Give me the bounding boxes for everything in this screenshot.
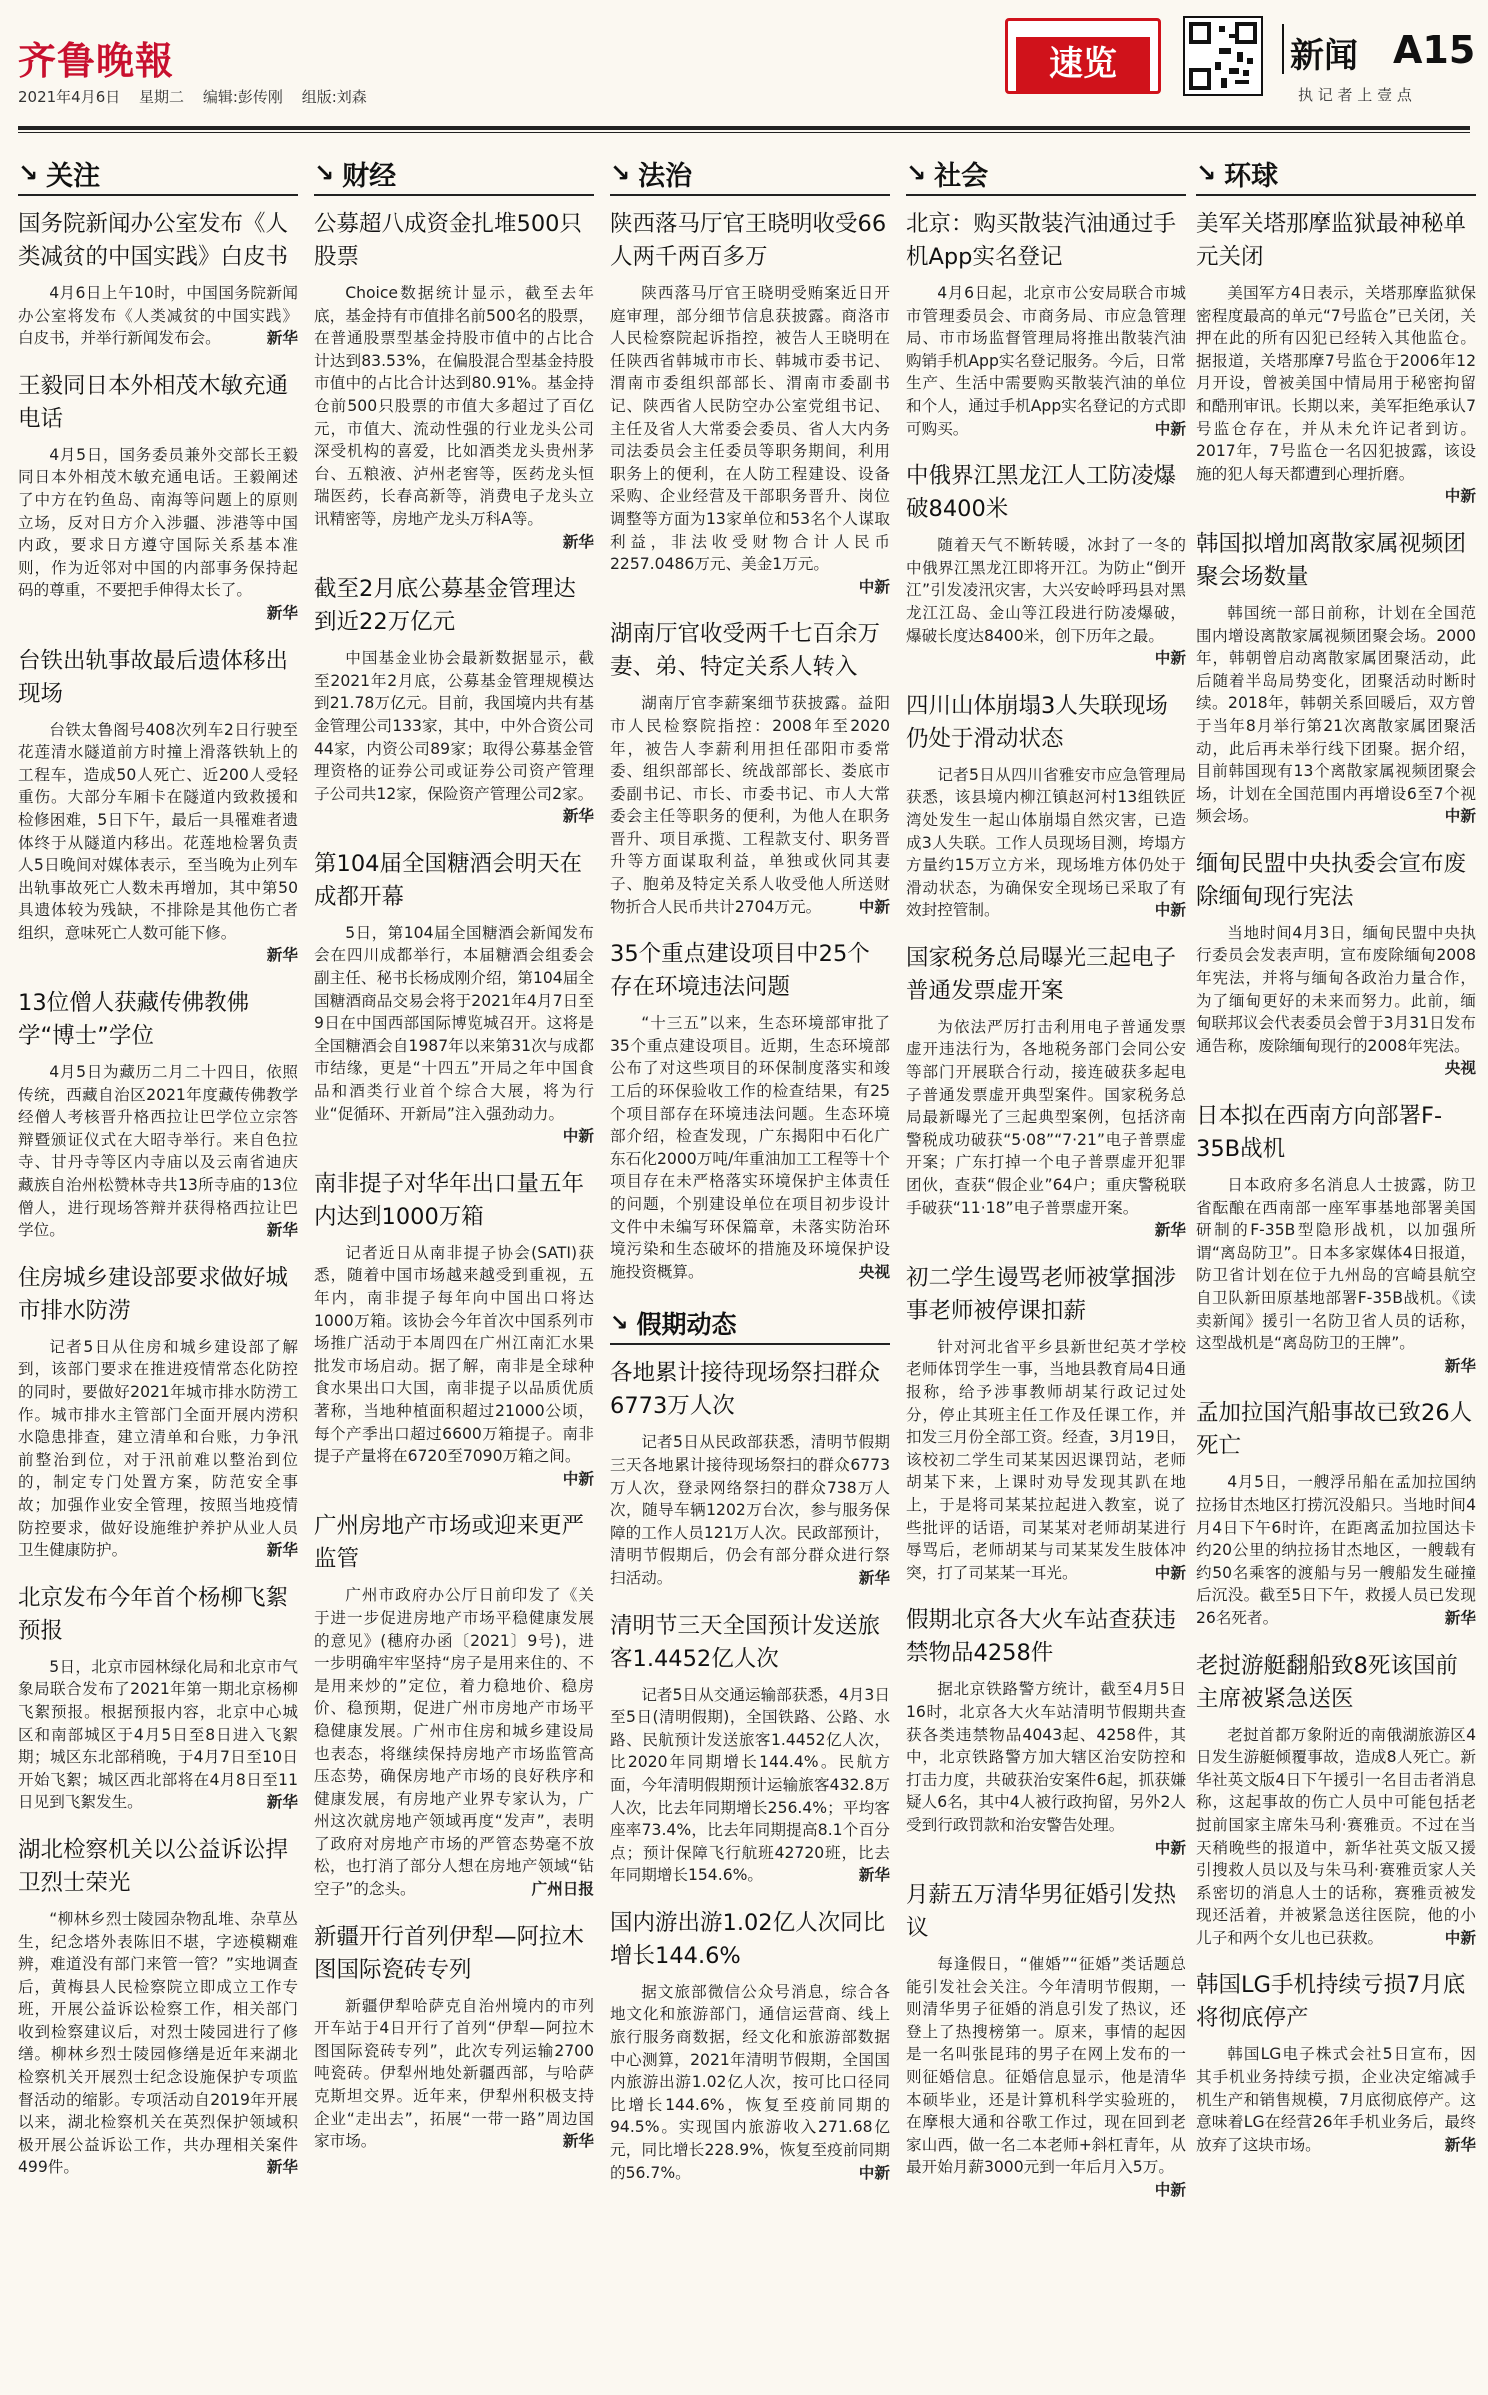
news-article — [1196, 528, 1476, 828]
section-mark-icon: ↘ — [610, 1310, 629, 1336]
header-rule — [18, 126, 1470, 130]
article-headline[interactable]: 国务院新闻办公室发布《人类减贫的中国实践》白皮书 — [18, 211, 289, 270]
news-column — [610, 152, 890, 2204]
article-source: 中新 — [1154, 2181, 1186, 2200]
article-headline[interactable]: 美军关塔那摩监狱最神秘单元关闭 — [1196, 211, 1467, 270]
express-label: 速览 — [1016, 37, 1150, 91]
news-article — [314, 848, 594, 1148]
article-body: 广州市政府办公厅日前印发了《关于进一步促进房地产市场平稳健康发展的意见》(穗府办函〔2021〕9号)，进一步明确牢牢坚持“房子是用来住的、不是用来炒的”定位，着力稳地价、稳房价、稳预期，促进广州市房地产市场平稳健康发展。广州市住房和城乡建设局也表态，将继续保持房地产市场监管高压态势，确保房地产市场的良好秩序和健康发展，有房地产业界专家认为，广州这次就房地产领域再度“发声”，表明了政府对房地产市场的严管态势毫不放松，也打消了部分人想在房地产领域“钻空子”的念头。 广州日报 — [314, 1584, 594, 1900]
article-source: 新华 — [1444, 1608, 1476, 1627]
article-headline[interactable]: 北京：购买散装汽油通过手机App实名登记 — [906, 211, 1177, 270]
article-headline[interactable]: 13位僧人获藏传佛教佛学“博士”学位 — [18, 990, 250, 1050]
article-source: 中新 — [858, 2163, 890, 2182]
article-headline[interactable]: 假期北京各大火车站查获违禁物品4258件 — [906, 1607, 1177, 1667]
news-article — [314, 1168, 594, 1491]
news-article — [610, 208, 890, 598]
article-source: 新华 — [562, 532, 594, 551]
news-article — [1196, 848, 1476, 1080]
news-article — [610, 1357, 890, 1589]
article-source: 中新 — [562, 1127, 594, 1146]
article-body: 台铁太鲁阁号408次列车2日行驶至花莲清水隧道前方时撞上滑落铁轨上的工程车，造成50人死亡、近200人受轻重伤。大部分车厢卡在隧道内致救援和检修困难，5日下午，最后一具罹难者遗体终于从隧道内移出。花莲地检署负责人5日晚间对媒体表示，至当晚为止列车出轨事故死亡人数未再增加，其中第50具遗体较为残缺，不排除是其他伤亡者组织，意味死亡人数可能下修。 新华 — [18, 719, 298, 945]
news-article — [906, 690, 1186, 922]
article-source: 新华 — [1444, 1356, 1476, 1375]
column-header — [610, 152, 890, 196]
article-body: 日本政府多名消息人士披露，防卫省酝酿在西南部一座军事基地部署美国研制的F-35B型隐形战机，以加强所谓“离岛防卫”。日本多家媒体4日报道，防卫省计划在位于九州岛的宫崎县航空自卫队新田原基地部署F-35B战机。《读卖新闻》援引一名防卫省人员的话称，这型战机是“离岛防卫的王牌”。 新华 — [1196, 1174, 1476, 1355]
article-body: 4月5日为藏历二月二十四日，依照传统，西藏自治区2021年度藏传佛教学经僧人考核晋升格西拉让巴学位立宗答辩暨颁证仪式在大昭寺举行。来自色拉寺、甘丹寺等区内寺庙以及云南省迪庆藏族自治州松赞林寺共13所寺庙的13位僧人，进行现场答辩并获得格西拉让巴学位。 新华 — [18, 1061, 298, 1242]
article-headline[interactable]: 韩国LG手机持续亏损7月底将彻底停产 — [1196, 1972, 1466, 2032]
column-header — [1196, 152, 1476, 196]
dateline — [18, 86, 381, 107]
article-headline[interactable]: 公募超八成资金扎堆500只股票 — [314, 211, 582, 270]
article-source: 新华 — [858, 1568, 890, 1587]
news-article — [906, 208, 1186, 440]
article-headline[interactable]: 第104届全国糖酒会明天在成都开幕 — [314, 850, 582, 910]
issue-weekday: 星期二 — [139, 88, 185, 106]
article-source: 新华 — [562, 807, 594, 826]
article-body: 4月6日起，北京市公安局联合市城市管理委员会、市商务局、市应急管理局、市市场监督管理局将推出散装汽油购销手机App实名登记服务。今后，日常生产、生活中需要购买散装汽油的单位和个人，通过手机App实名登记的方式即可购买。 中新 — [906, 282, 1186, 440]
article-body: 为依法严厉打击利用电子普通发票虚开违法行为，各地税务部门会同公安等部门开展联合行动，接连破获多起电子普通发票虚开典型案件。国家税务总局最新曝光了三起典型案例，包括济南警税成功破获“5·08”“7·21”电子普票虚开案；广东打掉一个电子普票虚开犯罪团伙，查获“假企业”64户；重庆警税联手破获“11·18”电子普票虚开案。 新华 — [906, 1016, 1186, 1219]
article-body: 当地时间4月3日，缅甸民盟中央执行委员会发表声明，宣布废除缅甸2008年宪法，并将与缅甸各政治力量合作，为了缅甸更好的未来而努力。此前，缅甸联邦议会代表委员会曾于3月31日发布通告称，废除缅甸现行的2008年宪法。 央视 — [1196, 922, 1476, 1058]
article-headline[interactable]: 各地累计接待现场祭扫群众6773万人次 — [610, 1360, 881, 1420]
article-body: “十三五”以来，生态环境部审批了35个重点建设项目。近期，生态环境部公布了对这些项目的环保制度落实和竣工后的环保验收工作的检查结果，有25个项目部存在环境违法问题。生态环境部介绍，检查发现，广东揭阳中石化广东石化2000万吨/年重油加工工程等十个项目存在未严格落实环境保护主体责任的问题，个别建设单位在项目初步设计文件中未编写环保篇章，未落实防治环境污染和生态破坏的措施及环境保护设施投资概算。 央视 — [610, 1012, 890, 1283]
news-article — [610, 938, 890, 1283]
article-source: 新华 — [266, 946, 298, 965]
article-source: 新华 — [858, 1866, 890, 1885]
article-headline[interactable]: 中俄界江黑龙江人工防凌爆破8400米 — [906, 463, 1177, 523]
article-headline[interactable]: 韩国拟增加离散家属视频团聚会场数量 — [1196, 530, 1467, 590]
article-body: 记者近日从南非提子协会(SATI)获悉，随着中国市场越来越受到重视，五年内，南非提子每年向中国出口将达1000万箱。该协会今年首次中国系列市场推广活动于本周四在广州江南汇水果批发市场启动。据了解，南非是全球种食水果出口大国，南非提子以品质优质著称，当地种植面积超过21000公顷，每个产季出口超过6600万箱提子。南非提子产量将在6720至7090万箱之间。 中新 — [314, 1242, 594, 1468]
article-body: “柳林乡烈士陵园杂物乱堆、杂草丛生，纪念塔外表陈旧不堪，字迹模糊难辨，难道没有部门来管一管？”实地调查后，黄梅县人民检察院立即成立工作专班，开展公益诉讼检察工作，相关部门收到检察建议后，对烈士陵园进行了修缮。柳林乡烈士陵园修缮是近年来湖北检察机关开展烈士纪念设施保护专项监督活动的缩影。专项活动自2019年开展以来，湖北检察机关在英烈保护领域积极开展公益诉讼工作，共办理相关案件499件。 新华 — [18, 1908, 298, 2179]
section-mark-icon: ↘ — [610, 159, 631, 187]
news-article — [906, 460, 1186, 670]
subsection-header — [610, 1303, 890, 1345]
article-headline[interactable]: 北京发布今年首个杨柳飞絮预报 — [18, 1584, 289, 1644]
reporter-credit: 执 记 者 上 壹 点 — [1298, 86, 1412, 104]
article-body: 4月5日，一艘浮吊船在孟加拉国纳拉扬甘杰地区打捞沉没船只。当地时间4月4日下午6时许，在距离孟加拉国达卡约20公里的纳拉扬甘杰地区，一艘载有约50名乘客的渡船与另一艘船发生碰撞后沉没。截至5日下午，救援人员已发现26名死者。 新华 — [1196, 1471, 1476, 1629]
article-headline[interactable]: 住房城乡建设部要求做好城市排水防涝 — [18, 1264, 289, 1324]
news-article — [1196, 1969, 1476, 2156]
article-headline[interactable]: 缅甸民盟中央执委会宣布废除缅甸现行宪法 — [1196, 850, 1467, 910]
news-article — [906, 1879, 1186, 2202]
article-headline[interactable]: 截至2月底公募基金管理达到近22万亿元 — [314, 576, 576, 636]
article-headline[interactable]: 孟加拉国汽船事故已致26人死亡 — [1196, 1400, 1473, 1460]
article-body: 4月6日上午10时，中国国务院新闻办公室将发布《人类减贫的中国实践》白皮书，并举行新闻发布会。 新华 — [18, 282, 298, 350]
article-body: 记者5日从民政部获悉，清明节假期三天各地累计接待现场祭扫的群众6773万人次，登录网络祭扫的群众738万人次，随导车辆1202万台次，参与服务保障的工作人员121万人次。民政部预计，清明节假期后，仍会有部分群众进行祭扫活动。 新华 — [610, 1431, 890, 1589]
article-source: 中新 — [1154, 649, 1186, 668]
column-title: 关注 — [46, 160, 101, 192]
column-title: 财经 — [342, 160, 397, 192]
news-article — [18, 987, 298, 1242]
news-article — [314, 208, 594, 553]
editor-credit: 编辑:彭传刚 — [202, 88, 283, 106]
newspaper-logo: 齐鲁晚報 — [18, 38, 175, 83]
article-body: 据文旅部微信公众号消息，综合各地文化和旅游部门，通信运营商、线上旅行服务商数据，经文化和旅游部数据中心测算，2021年清明节假期，全国国内旅游出游1.02亿人次，按可比口径同比增长144.6%，恢复至疫前同期的94.5%。实现国内旅游收入271.68亿元，同比增长228.9%，恢复至疫前同期的56.7%。 中新 — [610, 1981, 890, 2184]
article-body: 韩国统一部日前称，计划在全国范围内增设离散家属视频团聚会场。2000年，韩朝曾启动离散家属团聚活动，此后随着半岛局势变化，团聚活动时断时续。2018年，韩朝关系回暖后，双方曾于当年8月举行第21次离散家属团聚活动，此后再未举行线下团聚。据介绍，目前韩国现有13个离散家属视频团聚会场，计划在全国范围内再增设6至7个视频会场。 中新 — [1196, 602, 1476, 828]
article-headline[interactable]: 初二学生谩骂老师被掌掴涉事老师被停课扣薪 — [906, 1264, 1177, 1324]
article-source: 中新 — [1154, 419, 1186, 438]
article-body: Choice数据统计显示，截至去年底，基金持有市值排名前500名的股票，在普通股票型基金持股市值中的占比合计达到83.53%，在偏股混合型基金持股市值中的占比合计达到80.91%。基金持仓前500只股票的市值大多超过了百亿元，市值大、流动性强的行业龙头公司深受机构的喜爱，比如酒类龙头贵州茅台、五粮液、泸州老窖等，医药龙头恒瑞医药，长春高新等，消费电子龙头立讯精密等，房地产龙头万科A等。 新华 — [314, 282, 594, 531]
article-body: 记者5日从住房和城乡建设部了解到，该部门要求在推进疫情常态化防控的同时，要做好2021年城市排水防涝工作。城市排水主管部门全面开展内涝积水隐患排查，建立清单和台账，力争汛前整治到位，对于汛前难以整治到位的，制定专门处置方案，防范安全事故；加强作业安全管理，按照当地疫情防控要求，做好设施维护养护从业人员卫生健康防护。 新华 — [18, 1336, 298, 1562]
article-body: 陕西落马厅官王晓明受贿案近日开庭审理，部分细节信息获披露。商洛市人民检察院起诉指控，被告人王晓明在任陕西省韩城市市长、韩城市委书记、渭南市委组织部部长、渭南市委副书记、陕西省人民防空办公室党组书记、主任及省人大常委会委员、省人大内务司法委员会主任委员等职务期间，利用职务上的便利，在人防工程建设、设备采购、企业经营及干部职务晋升、岗位调整等方面为13家单位和53名个人谋取利益，非法收受财物合计人民币2257.0486万元、美金1万元。 中新 — [610, 282, 890, 576]
article-body: 据北京铁路警方统计，截至4月5日16时，北京各大火车站清明节假期共查获各类违禁物品4043起、4258件，其中，北京铁路警方加大辖区治安防控和打击力度，共破获治安案件6起，抓获嫌疑人6名，其中4人被行政拘留，另外2人受到行政罚款和治安警告处理。 中新 — [906, 1678, 1186, 1836]
article-headline[interactable]: 35个重点建设项目中25个存在环境违法问题 — [610, 941, 870, 1001]
news-article — [18, 208, 298, 350]
article-headline[interactable]: 老挝游艇翻船致8死该国前主席被紧急送医 — [1196, 1652, 1458, 1712]
article-headline[interactable]: 湖北检察机关以公益诉讼捍卫烈士荣光 — [18, 1836, 289, 1896]
news-article — [18, 370, 298, 625]
article-source: 中新 — [562, 1469, 594, 1488]
article-headline[interactable]: 湖南厅官收受两千七百余万妻、弟、特定关系人转入 — [610, 621, 881, 681]
news-column — [314, 152, 594, 2173]
column-title: 环球 — [1224, 160, 1279, 192]
page-number: A15 — [1393, 28, 1476, 72]
article-source: 新华 — [266, 603, 298, 622]
article-headline[interactable]: 王毅同日本外相茂木敏充通电话 — [18, 372, 289, 432]
article-body: 记者5日从四川省雅安市应急管理局获悉，该县境内柳江镇赵河村13组铁匠湾处发生一起山体崩塌自然灾害，已造成3人失联。工作人员现场目测，垮塌方方量约15万立方米，现场堆方体仍处于滑动状态，为确保安全现场已采取了有效封控管制。 中新 — [906, 764, 1186, 922]
section-mark-icon: ↘ — [314, 159, 335, 187]
news-article — [18, 1582, 298, 1814]
article-body: 记者5日从交通运输部获悉，4月3日至5日(清明假期)，全国铁路、公路、水路、民航预计发送旅客1.4452亿人次，比2020年同期增长144.4%。民航方面，今年清明假期预计运输旅客432.8万人次，比去年同期增长256.4%；平均客座率73.4%，比去年同期提高8.1个百分点；预计保障飞行航班42720班，比去年同期增长154.6%。 新华 — [610, 1684, 890, 1887]
article-headline[interactable]: 广州房地产市场或迎来更严监管 — [314, 1513, 585, 1573]
article-source: 央视 — [1444, 1059, 1476, 1078]
news-article — [18, 1834, 298, 2179]
column-header — [314, 152, 594, 196]
article-source: 中新 — [1154, 1838, 1186, 1857]
article-body: 湖南厅官李薪案细节获披露。益阳市人民检察院指控：2008年至2020年，被告人李薪利用担任邵阳市委常委、组织部部长、统战部部长、娄底市委副书记、市长、市委书记、市人大常委会主任等职务的便利，为他人在职务晋升、项目承揽、工程款支付、职务晋升等方面谋取利益，单独或伙同其妻子、胞弟及特定关系人收受他人所送财物折合人民币共计2704万元。 中新 — [610, 692, 890, 918]
article-body: 新疆伊犁哈萨克自治州境内的市列开车站于4日开行了首列“伊犁—阿拉木图国际瓷砖专列”，此次专列运输2700吨瓷砖。伊犁州地处新疆西部，与哈萨克斯坦交界。近年来，伊犁州积极支持企业“走出去”，拓展“一带一路”周边国家市场。 新华 — [314, 1995, 594, 2153]
article-headline[interactable]: 清明节三天全国预计发送旅客1.4452亿人次 — [610, 1612, 881, 1672]
article-source: 中新 — [858, 577, 890, 596]
column-header — [906, 152, 1186, 196]
column-title: 法治 — [638, 160, 693, 192]
article-source: 新华 — [266, 1793, 298, 1812]
news-column — [906, 152, 1186, 2222]
article-body: 5日，第104届全国糖酒会新闻发布会在四川成都举行，本届糖酒会组委会副主任、秘书长杨成刚介绍，第104届全国糖酒商品交易会将于2021年4月7日至9日在中国西部国际博览城召开。这将是全国糖酒会自1987年以来第31次与成都市结缘，更是“十四五”开局之年中国食品和酒类行业首个综合大展，将为行业“促循环、开新局”注入强劲动力。 中新 — [314, 922, 594, 1125]
article-source: 中新 — [1154, 901, 1186, 920]
article-body: 4月5日，国务委员兼外交部长王毅同日本外相茂木敏充通电话。王毅阐述了中方在钓鱼岛、南海等问题上的原则立场，反对日方介入涉疆、涉港等中国内政，要求日方遵守国际关系基本准则，作为近邻对中国的内部事务保持起码的尊重，不要把手伸得太长了。 新华 — [18, 444, 298, 602]
article-headline[interactable]: 南非提子对华年出口量五年内达到1000万箱 — [314, 1170, 585, 1230]
article-source: 新华 — [266, 1221, 298, 1240]
article-source: 中新 — [1444, 1928, 1476, 1947]
article-source: 新华 — [266, 329, 298, 348]
section-name: 新闻 — [1290, 36, 1358, 76]
article-source: 新华 — [1154, 1221, 1186, 1240]
news-article — [1196, 1397, 1476, 1629]
header-rule-thin — [18, 132, 1470, 133]
article-source: 中新 — [1444, 487, 1476, 506]
article-headline[interactable]: 国内游出游1.02亿人次同比增长144.6% — [610, 1909, 886, 1969]
article-body: 老挝首都万象附近的南俄湖旅游区4日发生游艇倾覆事故，造成8人死亡。新华社英文版4日下午援引一名目击者消息称，这起事故的伤亡人员中可能包括老挝前国家主席朱马利·赛雅贡。不过在当天稍晚些的报道中，新华社英文版又援引搜救人员以及与朱马利·赛雅贡家人关系密切的消息人士的话称，赛雅贡被发现还活着，并被紧急送往医院，他的小儿子和两个女儿也已获救。 中新 — [1196, 1724, 1476, 1950]
news-column — [18, 152, 298, 2199]
column-header — [18, 152, 298, 196]
express-badge — [1005, 18, 1161, 94]
article-headline[interactable]: 四川山体崩塌3人失联现场仍处于滑动状态 — [906, 692, 1168, 752]
article-body: 中国基金业协会最新数据显示，截至2021年2月底，公募基金管理规模达到21.78万亿元。目前，我国境内共有基金管理公司133家，其中，中外合资公司44家，内资公司89家；取得公募基金管理资格的证券公司或证券公司资产管理子公司共12家，保险资产管理公司2家。 新华 — [314, 647, 594, 805]
news-article — [610, 618, 890, 918]
article-body: 针对河北省平乡县新世纪英才学校老师体罚学生一事，当地县教育局4日通报称，给予涉事教师胡某行政记过处分，停止其班主任工作及任课工作，并扣发三月份全部工资。经查，3月19日，该校初二学生司某某因迟课罚站，老师胡某下来，上课时劝导发现其趴在地上，于是将司某某拉起进入教室，说了些批评的话语，司某某对老师胡某进行辱骂后，老师胡某与司某某发生肢体冲突，打了司某某一耳光。 中新 — [906, 1336, 1186, 1585]
article-headline[interactable]: 国家税务总局曝光三起电子普通发票虚开案 — [906, 944, 1177, 1004]
article-body: 随着天气不断转暖，冰封了一冬的中俄界江黑龙江即将开江。为防止“倒开江”引发凌汛灾害，大兴安岭呼玛县对黑龙江江岛、金山等江段进行防凌爆破，爆破长度达8400米，创下历年之最。 中新 — [906, 534, 1186, 647]
news-article — [1196, 1100, 1476, 1377]
article-headline[interactable]: 台铁出轨事故最后遗体移出现场 — [18, 647, 289, 707]
subsection-title: 假期动态 — [636, 1310, 737, 1340]
news-article — [906, 1604, 1186, 1859]
section-mark-icon: ↘ — [1196, 159, 1217, 187]
article-headline[interactable]: 陕西落马厅官王晓明收受66人两千两百多万 — [610, 211, 887, 270]
article-source: 中新 — [858, 897, 890, 916]
news-article — [1196, 1650, 1476, 1950]
article-body: 美国军方4日表示，关塔那摩监狱保密程度最高的单元“7号监仓”已关闭，关押在此的所有囚犯已经转入其他监仓。据报道，关塔那摩7号监仓于2006年12月开设，曾被美国中情局用于秘密拘留和酷刑审讯。长期以来，美军拒绝承认7号监仓存在，并从未允许记者到访。2017年，7号监仓一名囚犯披露，该设施的犯人每天都遭到心理折磨。 中新 — [1196, 282, 1476, 485]
article-source: 新华 — [1444, 2135, 1476, 2154]
news-article — [314, 1510, 594, 1900]
article-source: 央视 — [858, 1262, 890, 1281]
article-source: 新华 — [562, 2132, 594, 2151]
news-article — [18, 645, 298, 968]
article-source: 中新 — [1444, 807, 1476, 826]
layout-credit: 组版:刘森 — [301, 88, 367, 106]
news-article — [1196, 208, 1476, 508]
qr-code-icon[interactable] — [1183, 16, 1263, 96]
section-mark-icon: ↘ — [18, 159, 39, 187]
article-body: 韩国LG电子株式会社5日宣布，因其手机业务持续亏损，企业决定缩减手机生产和销售规模，7月底彻底停产。这意味着LG在经营26年手机业务后，最终放弃了这块市场。 新华 — [1196, 2043, 1476, 2156]
news-article — [314, 1921, 594, 2153]
news-article — [906, 942, 1186, 1242]
article-headline[interactable]: 月薪五万清华男征婚引发热议 — [906, 1882, 1177, 1942]
header-divider — [1282, 24, 1284, 74]
article-headline[interactable]: 日本拟在西南方向部署F-35B战机 — [1196, 1103, 1443, 1163]
article-source: 新华 — [266, 2158, 298, 2177]
issue-date: 2021年4月6日 — [18, 88, 121, 106]
news-article — [610, 1907, 890, 2184]
article-body: 5日，北京市园林绿化局和北京市气象局联合发布了2021年第一期北京杨柳飞絮预报。根据预报内容，北京中心城区和南部城区于4月5日至8日进入飞絮期；城区东北部稍晚，于4月7日至10日开始飞絮；城区西北部将在4月8日至11日见到飞絮发生。 新华 — [18, 1656, 298, 1814]
article-source: 广州日报 — [531, 1880, 594, 1899]
article-source: 中新 — [1154, 1563, 1186, 1582]
news-article — [906, 1262, 1186, 1585]
section-mark-icon: ↘ — [906, 159, 927, 187]
article-body: 每逢假日，“催婚”“征婚”类话题总能引发社会关注。今年清明节假期，一则清华男子征婚的消息引发了热议，还登上了热搜榜第一。原来，事情的起因是一名叫张昆玮的男子在网上发布的一则征婚信息。征婚信息显示，他是清华本硕毕业，还是计算机科学实验班的，在摩根大通和谷歌工作过，现在回到老家山西，做一名二本老师+斜杠青年，从最开始月薪3000元到一年后月入5万。 中新 — [906, 1953, 1186, 2179]
news-article — [18, 1262, 298, 1562]
news-column — [1196, 152, 1476, 2176]
column-title: 社会 — [934, 160, 989, 192]
news-article — [610, 1610, 890, 1887]
news-article — [314, 573, 594, 828]
article-headline[interactable]: 新疆开行首列伊犁—阿拉木图国际瓷砖专列 — [314, 1923, 585, 1983]
article-source: 新华 — [266, 1541, 298, 1560]
